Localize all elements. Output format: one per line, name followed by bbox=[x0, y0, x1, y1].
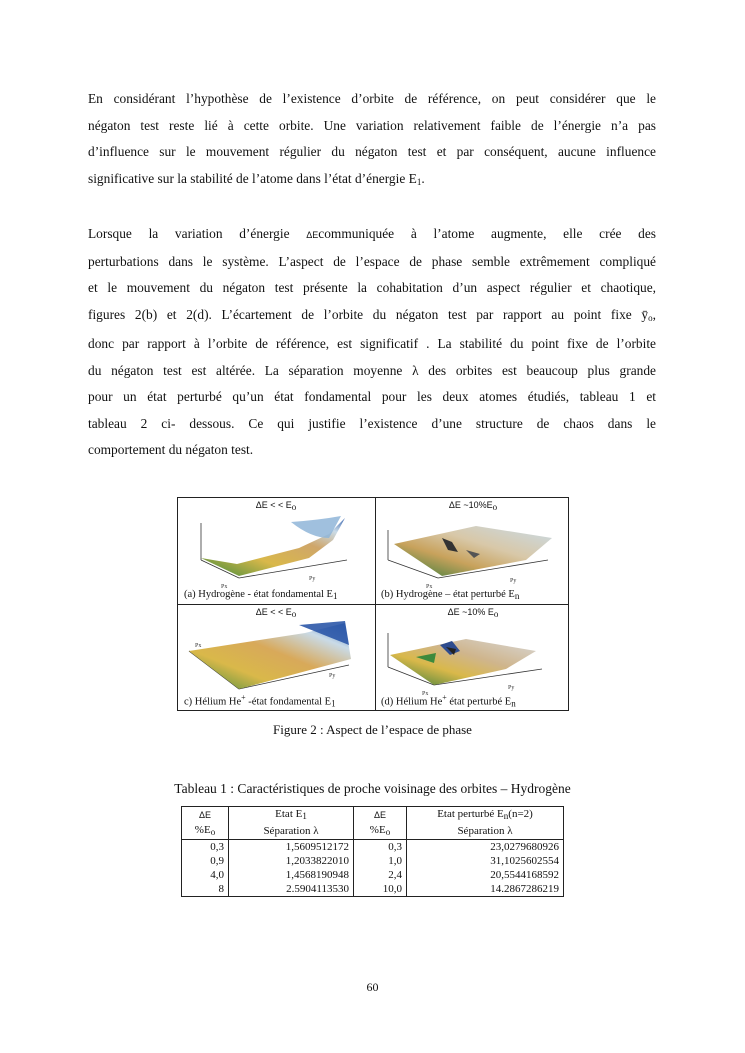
figure-2-phase-space bbox=[177, 497, 569, 711]
panel-caption: (b) Hydrogène – état perturbé En bbox=[381, 589, 520, 601]
paragraph-line: pour un état perturbé qu’un état fondamental pour les deux atomes étudiés, tableau 1 et bbox=[88, 389, 656, 404]
table-cell: 2.5904113530 bbox=[229, 882, 354, 897]
table-cell: 0,9 bbox=[182, 854, 229, 868]
panel-header: ΔE < < Eo bbox=[255, 500, 297, 512]
panel-header: ΔE < < Eo bbox=[255, 607, 297, 619]
table-cell: 4,0 bbox=[182, 868, 229, 882]
svg-text:Px: Px bbox=[426, 584, 433, 590]
paragraph-1 bbox=[88, 86, 656, 195]
svg-text:Px: Px bbox=[221, 584, 228, 590]
table-1 bbox=[181, 806, 564, 897]
table-row bbox=[182, 854, 564, 868]
table-header-cell: ΔE bbox=[354, 807, 407, 824]
svg-text:Px: Px bbox=[195, 643, 202, 649]
paragraph-line: En considérant l’hypothèse de l’existence d’orbite de référence, on peut considérer que le bbox=[88, 91, 656, 106]
svg-text:Py: Py bbox=[510, 578, 517, 584]
table-cell: 1,0 bbox=[354, 854, 407, 868]
phase-space-plot-a bbox=[179, 498, 373, 603]
svg-text:Py: Py bbox=[309, 576, 316, 582]
table-cell: 14.2867286219 bbox=[407, 882, 564, 897]
paragraph-line: et le mouvement du négaton test présente la cohabitation d’un aspect régulier et chaotique, bbox=[88, 280, 656, 295]
table-header-cell: Etat perturbé $E_n(n=2)$ bbox=[407, 807, 564, 824]
table-header-cell: Etat $E_1$ bbox=[229, 807, 354, 824]
paragraph-line: Lorsque la variation d’énergie ΔEcommuniquée à l’atome augmente, elle crée des bbox=[88, 226, 656, 241]
table-title: Tableau 1 : Caractéristiques de proche voisinage des orbites – Hydrogène bbox=[174, 781, 571, 796]
paragraph-line: négaton test reste lié à cette orbite. Une variation relativement faible de l’énergie n’a pas bbox=[88, 117, 656, 133]
table-cell: 0,3 bbox=[354, 840, 407, 855]
paragraph-line: significative sur la stabilité de l’atome dans l’état d’énergie $E_1$. bbox=[88, 170, 425, 187]
svg-text:Py: Py bbox=[508, 685, 515, 691]
table-header-cell: $\%E_o$ bbox=[354, 823, 407, 840]
phase-space-plot-b bbox=[376, 498, 570, 603]
figure-caption: Figure 2 : Aspect de l’espace de phase bbox=[273, 722, 472, 737]
table-cell: 1,2033822010 bbox=[229, 854, 354, 868]
paragraph-line: donc par rapport à l’orbite de référence, est significatif . La stabilité du point fixe de l’orbite bbox=[88, 336, 656, 351]
table-cell: 31,1025602554 bbox=[407, 854, 564, 868]
table-cell: 2,4 bbox=[354, 868, 407, 882]
panel-caption: (d) Hélium He+ état perturbé En bbox=[381, 692, 516, 708]
panel-caption: c) Hélium He+ -état fondamental E1 bbox=[184, 692, 336, 708]
table-header-row bbox=[182, 807, 564, 824]
table-cell: 10,0 bbox=[354, 882, 407, 897]
paragraph-2 bbox=[88, 221, 656, 464]
svg-text:Px: Px bbox=[422, 691, 429, 697]
table-cell: 0,3 bbox=[182, 840, 229, 855]
page-number: 60 bbox=[366, 980, 379, 994]
paragraph-line: figures 2(b) et 2(d). L’écartement de l’orbite du négaton test par rapport au point fixe $ȳ_o$, bbox=[88, 306, 656, 323]
paragraph-line: tableau 2 ci- dessous. Ce qui justifie l’existence d’une structure de chaos dans le bbox=[88, 415, 656, 431]
paragraph-line: d’influence sur le mouvement régulier du négaton test et par conséquent, aucune influence bbox=[88, 144, 656, 159]
panel-caption: (a) Hydrogène - état fondamental E1 bbox=[184, 589, 338, 601]
table-cell: 23,0279680926 bbox=[407, 840, 564, 855]
panel-c-helium-ground bbox=[179, 605, 373, 710]
panel-d-helium-perturbed bbox=[376, 605, 570, 710]
y-fixed-point-symbol: ȳ bbox=[641, 306, 649, 322]
table-row bbox=[182, 868, 564, 882]
paragraph-line: comportement du négaton test. bbox=[88, 442, 254, 457]
table-header-cell: $\%E_o$ bbox=[182, 823, 229, 840]
panel-header: ΔE ~10%Eo bbox=[448, 500, 498, 512]
table-row bbox=[182, 840, 564, 855]
table-header-row bbox=[182, 823, 564, 840]
panel-header: ΔE ~10% Eo bbox=[447, 607, 499, 619]
table-cell: 1,4568190948 bbox=[229, 868, 354, 882]
table-cell: 8 bbox=[182, 882, 229, 897]
svg-text:Py: Py bbox=[329, 673, 336, 679]
table-header-cell: ΔE bbox=[182, 807, 229, 824]
table-header-cell: Séparation λ bbox=[407, 823, 564, 840]
table-row bbox=[182, 882, 564, 897]
table-cell: 1,5609512172 bbox=[229, 840, 354, 855]
paragraph-line: perturbations dans le système. L’aspect de l’espace de phase semble extrêmement compliqué bbox=[88, 253, 656, 269]
table-cell: 20,5544168592 bbox=[407, 868, 564, 882]
delta-e-symbol: ΔE bbox=[306, 230, 319, 240]
lambda-symbol: λ bbox=[412, 362, 419, 378]
panel-b-hydrogen-perturbed bbox=[376, 498, 570, 603]
table-header-cell: Séparation λ bbox=[229, 823, 354, 840]
paragraph-line: du négaton test est altérée. La séparation moyenne λ des orbites est beaucoup plus grande bbox=[88, 362, 656, 378]
panel-a-hydrogen-ground bbox=[179, 498, 373, 603]
